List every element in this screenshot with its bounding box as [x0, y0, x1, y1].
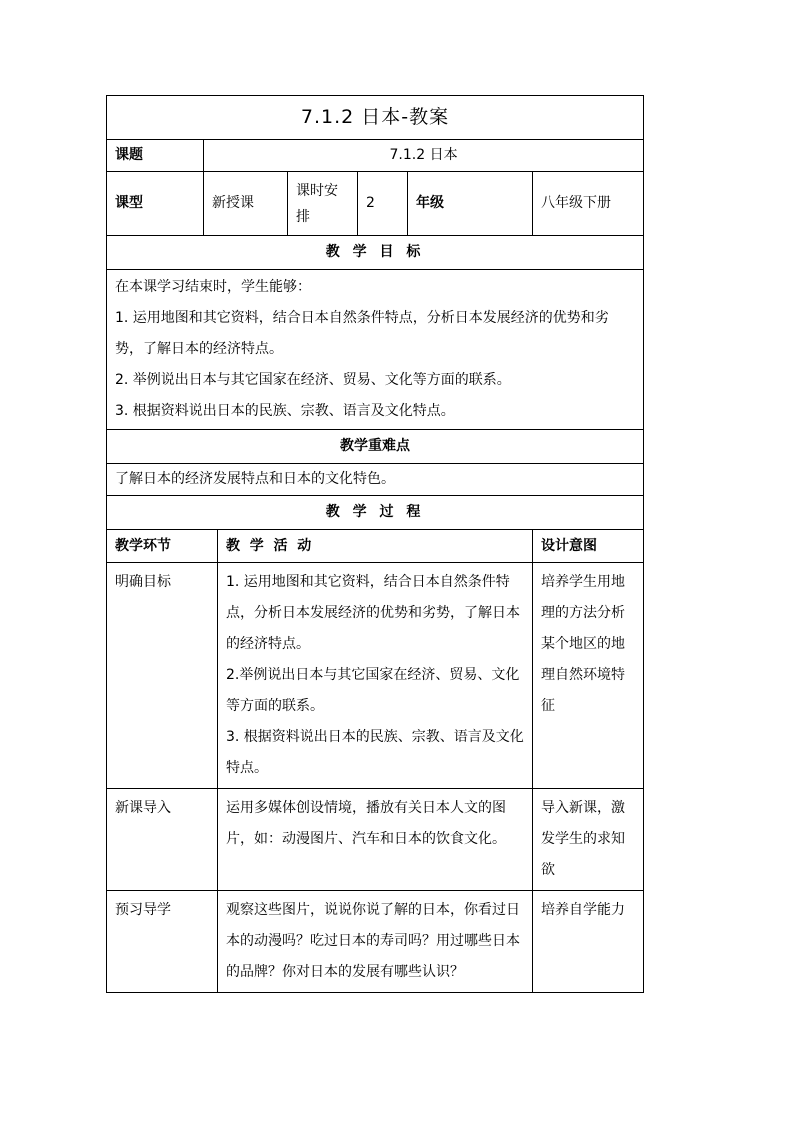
document-title: 7.1.2 日本-教案	[107, 96, 644, 140]
objectives-intro: 在本课学习结束时，学生能够：	[115, 279, 311, 295]
lesson-plan-table	[106, 95, 644, 993]
activity-item: 3. 根据资料说出日本的民族、宗教、语言及文化特点。	[226, 729, 524, 776]
process-row	[107, 563, 644, 789]
objective-item-3: 3. 根据资料说出日本的民族、宗教、语言及文化特点。	[115, 403, 455, 419]
activity-item: 1. 运用地图和其它资料，结合日本自然条件特点，分析日本发展经济的优势和劣势，了解日本的经济特点。	[226, 574, 520, 652]
process-stage: 新课导入	[107, 789, 218, 891]
process-stage: 明确目标	[107, 563, 218, 789]
lesson-type-label: 课型	[107, 172, 204, 236]
process-stage: 预习导学	[107, 891, 218, 993]
activity-column-header: 教 学 活 动	[218, 530, 533, 563]
intent-text: 培养学生用地理的方法分析某个地区的地理自然环境特征	[541, 574, 625, 714]
process-intent	[533, 563, 644, 789]
process-intent	[533, 891, 644, 993]
process-row	[107, 789, 644, 891]
process-row	[107, 891, 644, 993]
class-hours-label: 课时安排	[288, 172, 358, 236]
topic-label: 课题	[107, 140, 204, 172]
process-activity	[218, 789, 533, 891]
topic-value: 7.1.2 日本	[204, 140, 644, 172]
objectives-body	[107, 270, 644, 430]
activity-item: 2.举例说出日本与其它国家在经济、贸易、文化等方面的联系。	[226, 667, 520, 714]
activity-item: 观察这些图片，说说你说了解的日本，你看过日本的动漫吗？吃过日本的寿司吗？用过哪些日本的品牌？你对日本的发展有哪些认识？	[226, 902, 520, 980]
process-intent	[533, 789, 644, 891]
class-hours-value: 2	[358, 172, 408, 236]
process-activity	[218, 563, 533, 789]
objective-item-2: 2. 举例说出日本与其它国家在经济、贸易、文化等方面的联系。	[115, 372, 511, 388]
grade-label: 年级	[408, 172, 533, 236]
intent-text: 导入新课，激发学生的求知欲	[541, 800, 625, 878]
key-points-body: 了解日本的经济发展特点和日本的文化特色。	[107, 464, 644, 496]
lesson-type-value: 新授课	[204, 172, 288, 236]
intent-text: 培养自学能力	[541, 902, 625, 918]
process-activity	[218, 891, 533, 993]
objectives-heading: 教 学 目 标	[107, 236, 644, 270]
process-heading: 教 学 过 程	[107, 496, 644, 530]
lesson-plan-page	[106, 95, 643, 993]
activity-item: 运用多媒体创设情境，播放有关日本人文的图片，如：动漫图片、汽车和日本的饮食文化。	[226, 800, 506, 847]
stage-column-header: 教学环节	[107, 530, 218, 563]
intent-column-header: 设计意图	[533, 530, 644, 563]
objective-item-1: 1. 运用地图和其它资料，结合日本自然条件特点，分析日本发展经济的优势和劣势，了解日本的经济特点。	[115, 310, 609, 357]
key-points-heading: 教学重难点	[107, 430, 644, 464]
grade-value: 八年级下册	[533, 172, 644, 236]
